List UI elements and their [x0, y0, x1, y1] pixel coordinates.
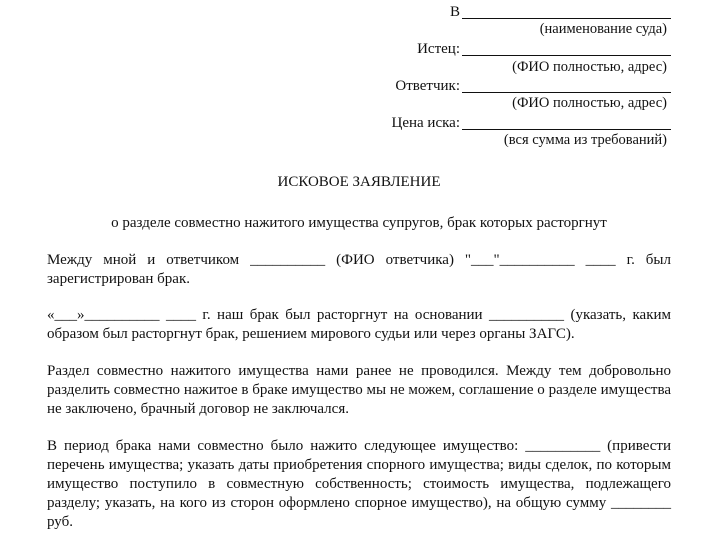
paragraph-no-division: Раздел совместно нажитого имущества нами ранее не проводился. Между тем добровольно разделить совместно нажитое в браке имущество мы не можем, соглашение о разделе имущества не заключено, брачный договор не заключался. [47, 363, 671, 417]
court-row [0, 2, 718, 22]
defendant-row [0, 76, 718, 96]
plaintiff-blank [462, 55, 671, 56]
paragraph-property: В период брака нами совместно было нажито следующее имущество: __________ (привести перечень имущества; указать даты приобретения спорного имущества; виды сделок, по которым имущество поступило в совместную собственность; стоимость имущества, подлежащего разделу; указать, на кого из сторон оформлено спорное имущество), на общую сумму ________ руб. [47, 438, 671, 530]
paragraph-marriage: Между мной и ответчиком __________ (ФИО ответчика) "___"__________ ____ г. был зарегистрирован брак. [47, 252, 671, 287]
court-hint: (наименование суда) [539, 21, 667, 37]
claim-price-label: Цена иска: [391, 115, 460, 131]
defendant-blank [462, 92, 671, 93]
plaintiff-label: Истец: [417, 41, 460, 57]
court-blank [462, 18, 671, 19]
claim-price-hint: (вся сумма из требований) [503, 132, 667, 148]
document-subtitle: о разделе совместно нажитого имущества супругов, брак которых расторгнут [111, 215, 607, 231]
claim-price-row [0, 113, 718, 133]
claim-price-blank [462, 129, 671, 130]
defendant-label: Ответчик: [395, 78, 460, 94]
paragraph-divorce: «___»__________ ____ г. наш брак был расторгнут на основании __________ (указать, каким образом был расторгнут брак, решением мирового судьи или через органы ЗАГС). [47, 307, 671, 342]
defendant-hint: (ФИО полностью, адрес) [512, 95, 667, 111]
plaintiff-hint: (ФИО полностью, адрес) [512, 59, 667, 75]
document-title: ИСКОВОЕ ЗАЯВЛЕНИЕ [277, 174, 441, 190]
plaintiff-row [0, 39, 718, 59]
court-label: В [449, 4, 460, 20]
